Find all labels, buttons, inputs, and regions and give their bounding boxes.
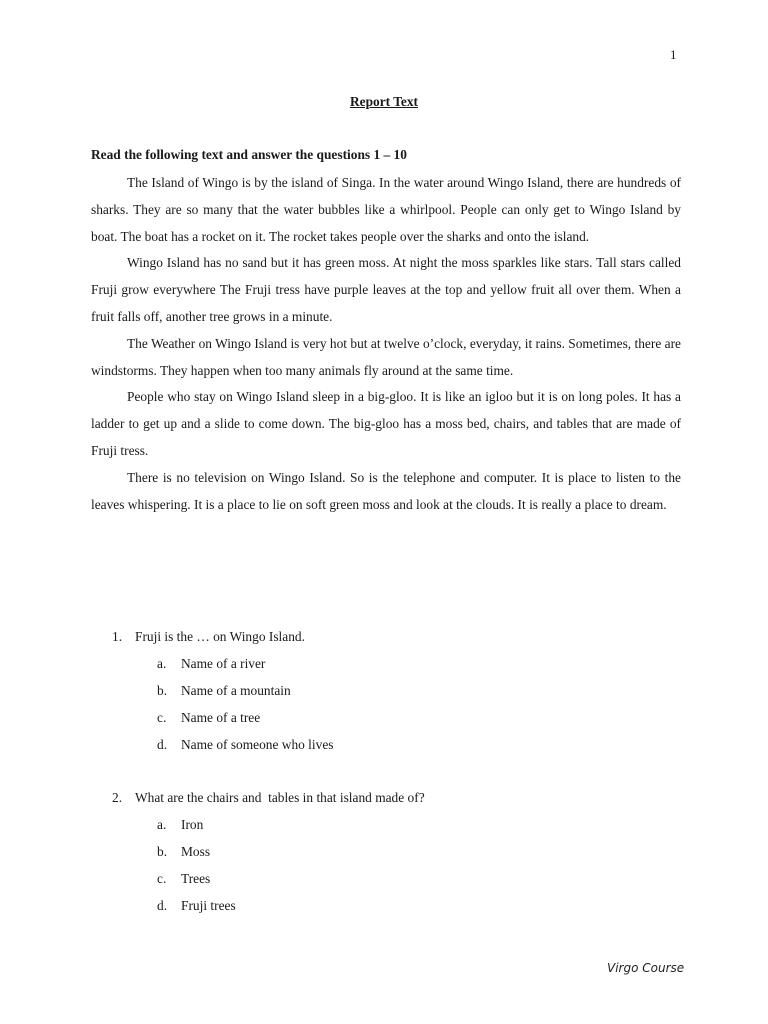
paragraph: Wingo Island has no sand but it has green moss. At night the moss sparkles like stars. Tall stars called Fruji grow everywhere The Fruji tress have purple leaves at the top and yellow fruit all over them. When a fruit falls off, another tree grows in a minute.: [91, 255, 681, 324]
page-number: 1: [670, 47, 677, 62]
question-number: 1.: [112, 629, 123, 644]
option-d: [91, 893, 681, 920]
option-b: [91, 839, 681, 866]
option-a: [91, 812, 681, 839]
question-list: [91, 624, 681, 920]
paragraph: The Island of Wingo is by the island of Singa. In the water around Wingo Island, there are hundreds of sharks. They are so many that the water bubbles like a whirlpool. People can only get to Wingo Island by boat. The boat has a rocket on it. The rocket takes people over the sharks and onto the island.: [91, 175, 681, 244]
option-letter: a.: [157, 655, 167, 671]
question-1: [91, 624, 681, 759]
option-b: [91, 678, 681, 705]
question-text: What are the chairs and tables in that island made of?: [135, 790, 425, 806]
option-text: Name of someone who lives: [181, 736, 334, 752]
document-title: Report Text: [349, 94, 419, 109]
question-text: Fruji is the … on Wingo Island.: [135, 629, 305, 644]
option-letter: c.: [157, 871, 167, 887]
option-d: [91, 732, 681, 759]
option-letter: d.: [157, 736, 168, 752]
paragraph: People who stay on Wingo Island sleep in a big-gloo. It is like an igloo but it is on long poles. It has a ladder to get up and a slide to come down. The big-gloo has a moss bed, chairs, and tables that are made of Fruji tress.: [91, 389, 681, 458]
option-letter: a.: [157, 817, 167, 833]
question-number: 2.: [112, 790, 123, 806]
instruction: Read the following text and answer the questions 1 – 10: [91, 147, 407, 162]
option-letter: b.: [157, 844, 168, 860]
footer-course-name: Virgo Course: [607, 961, 685, 975]
option-text: Iron: [181, 817, 204, 833]
option-a: [91, 651, 681, 678]
option-text: Trees: [181, 871, 211, 887]
option-letter: c.: [157, 709, 167, 725]
option-text: Fruji trees: [181, 898, 236, 914]
option-text: Name of a tree: [181, 709, 261, 725]
report-text: [91, 170, 681, 518]
options-list: [91, 651, 681, 759]
question-2: [91, 785, 681, 920]
option-letter: b.: [157, 682, 168, 698]
option-text: Name of a river: [181, 655, 266, 671]
option-c: [91, 705, 681, 732]
option-c: [91, 866, 681, 893]
option-text: Name of a mountain: [181, 682, 291, 698]
paragraph: The Weather on Wingo Island is very hot but at twelve o’clock, everyday, it rains. Sometimes, there are windstorms. They happen when too many animals fly around at the same time.: [91, 335, 681, 378]
options-list: [91, 812, 681, 920]
option-text: Moss: [181, 844, 211, 860]
option-letter: d.: [157, 898, 168, 914]
paragraph: There is no television on Wingo Island. So is the telephone and computer. It is place to listen to the leaves whispering. It is a place to lie on soft green moss and look at the clouds. It is really a place to dream.: [91, 469, 681, 512]
